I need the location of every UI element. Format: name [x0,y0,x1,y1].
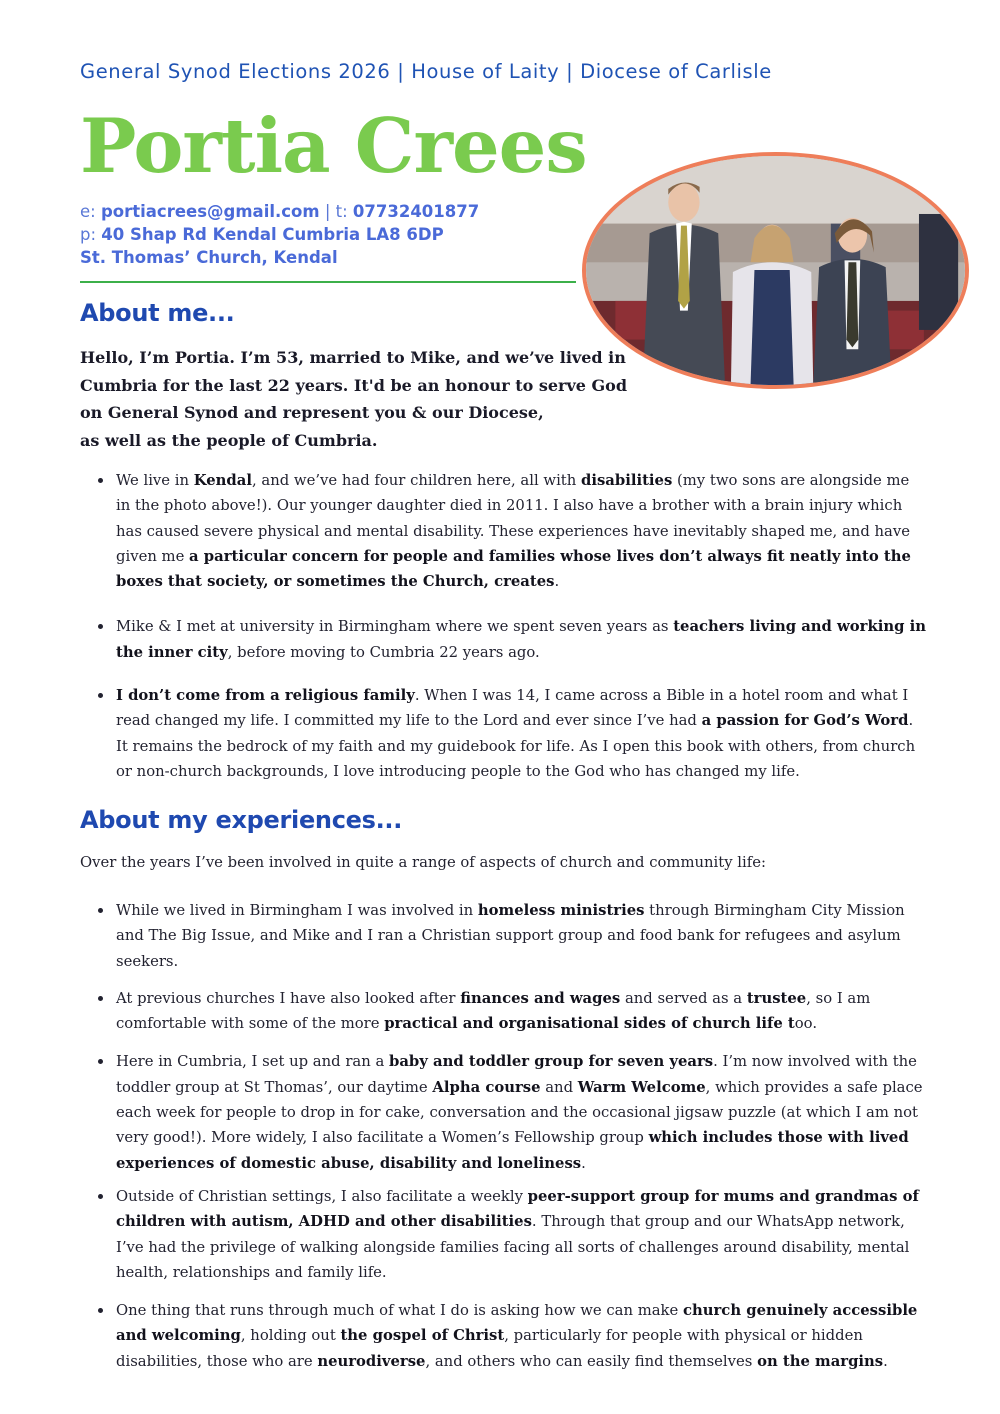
contact-line-church [80,246,479,269]
body-text: . When I was 14, I came across a Bible in a hotel room and what I read changed my life. I committed my life to the Lord and ever since I’ve had [116,687,909,730]
body-text: . It remains the bedrock of my faith and my guidebook for life. As I open this book with others, from church or non-church backgrounds, I love introducing people to the God who has changed my life. [116,712,916,780]
body-text: While we lived in Birmingham I was involved in [116,902,478,919]
body-text: (my two sons are alongside me in the photo above!). Our younger daughter died in 2011. I also have a brother with a brain injury which has caused severe physical and mental disability. These experiences have inevitably shaped me, and have given me [116,472,910,565]
body-text: and served as a [620,989,747,1007]
emphasis-text: the gospel of Christ [340,1327,505,1345]
emphasis-text: finances and wages [460,989,621,1007]
body-text: . [883,1352,888,1370]
body-text: , so I am comfortable with some of the more [116,989,871,1033]
body-text: . [554,573,560,591]
contact-block [80,200,479,269]
intro-line: on General Synod and represent you & our Diocese, [80,403,544,422]
emphasis-text: practical and organisational sides of church life t [384,1015,795,1033]
body-text: oo. [794,1015,818,1033]
body-text: , holding out [240,1327,341,1345]
list-item [96,1298,926,1374]
body-text: and [540,1078,578,1096]
body-text: Here in Cumbria, I set up and ran a [116,1053,389,1071]
phone-link[interactable]: 07732401877 [352,202,480,221]
list-item [96,468,926,594]
intro-paragraph [80,344,640,454]
list-item [96,1049,926,1175]
body-text: At previous churches I have also looked after [116,989,461,1007]
emphasis-text: trustee [746,989,807,1007]
election-subtitle: General Synod Elections 2026 | House of Laity | Diocese of Carlisle [80,60,772,83]
body-text: , before moving to Cumbria 22 years ago. [227,643,540,661]
body-text: . Through that group and our WhatsApp network, I’ve had the privilege of walking alongside families facing all sorts of challenges around disability, mental health, relationships and family life. [116,1213,910,1281]
body-text: Mike & I met at university in Birmingham where we spent seven years as [116,618,674,636]
family-photo [582,152,969,389]
emphasis-text: church genuinely accessible and welcoming [116,1302,918,1345]
intro-line: Hello, I’m Portia. I’m 53, married to Mike, and we’ve lived in [80,348,626,367]
postal-address: 40 Shap Rd Kendal Cumbria LA8 6DP [101,225,444,244]
emphasis-text: disabilities [581,472,673,489]
emphasis-text: I don’t come from a religious family [116,687,415,705]
email-link[interactable]: portiacrees@gmail.com [100,202,320,221]
family-photo-image [586,156,965,385]
list-item [96,683,926,784]
emphasis-text: on the margins [757,1352,884,1370]
emphasis-text: baby and toddler group for seven years [388,1053,714,1071]
emphasis-text: Kendal [193,472,252,489]
emphasis-text: Alpha course [432,1078,541,1096]
body-text: , particularly for people with physical or hidden disabilities, those who are [116,1327,863,1370]
church-name: St. Thomas’ Church, Kendal [80,248,338,267]
list-item [96,1184,926,1285]
list-item [96,614,926,665]
experiences-heading: About my experiences... [80,806,403,834]
emphasis-text: a particular concern for people and families whose lives don’t always fit neatly into the boxes that society, or sometimes the Church, creates [116,547,911,591]
body-text: through Birmingham City Mission and The Big Issue, and Mike and I ran a Christian support group and food bank for refugees and asylum seekers. [116,902,905,970]
emphasis-text: neurodiverse [317,1352,426,1370]
about-me-heading: About me... [80,299,235,327]
body-text: . [581,1154,586,1172]
body-text: Outside of Christian settings, I also facilitate a weekly [116,1187,528,1205]
emphasis-text: which includes those with lived experiences of domestic abuse, disability and loneliness [116,1129,909,1172]
experiences-intro: Over the years I’ve been involved in quite a range of aspects of church and community life: [80,854,766,871]
body-text: . I’m now involved with the toddler group at St Thomas’, our daytime [116,1053,917,1096]
body-text: We live in [116,472,194,489]
body-text: , and others who can easily find themselves [425,1352,758,1370]
emphasis-text: peer-support group for mums and grandmas of children with autism, ADHD and other disabilities [116,1187,919,1231]
about-me-list [96,468,926,784]
body-text: , which provides a safe place each week for people to drop in for cake, conversation and the occasional jigsaw puzzle (at which I am not very good!). More widely, I also facilitate a Women’s Fellowship group [116,1078,923,1147]
emphasis-text: a passion for God’s Word [701,712,909,730]
emphasis-text: teachers living and working in the inner city [116,618,926,661]
emphasis-text: Warm Welcome [577,1078,706,1096]
address-label: p: [80,225,97,244]
phone-label: t: [335,202,348,221]
body-text: , and we’ve had four children here, all with [251,472,581,489]
header-divider [80,281,576,283]
intro-line: Cumbria for the last 22 years. It'd be an honour to serve God [80,375,628,395]
contact-line-address [80,223,479,246]
list-item [96,986,926,1037]
list-item [96,898,926,974]
contact-line-email-phone [80,200,479,223]
email-label: e: [80,202,96,221]
intro-line: as well as the people of Cumbria. [80,430,378,450]
experiences-list [96,898,926,1374]
candidate-name: Portia Crees [80,102,587,190]
emphasis-text: homeless ministries [477,902,645,919]
contact-separator: | [324,202,331,221]
body-text: One thing that runs through much of what I do is asking how we can make [116,1302,683,1320]
